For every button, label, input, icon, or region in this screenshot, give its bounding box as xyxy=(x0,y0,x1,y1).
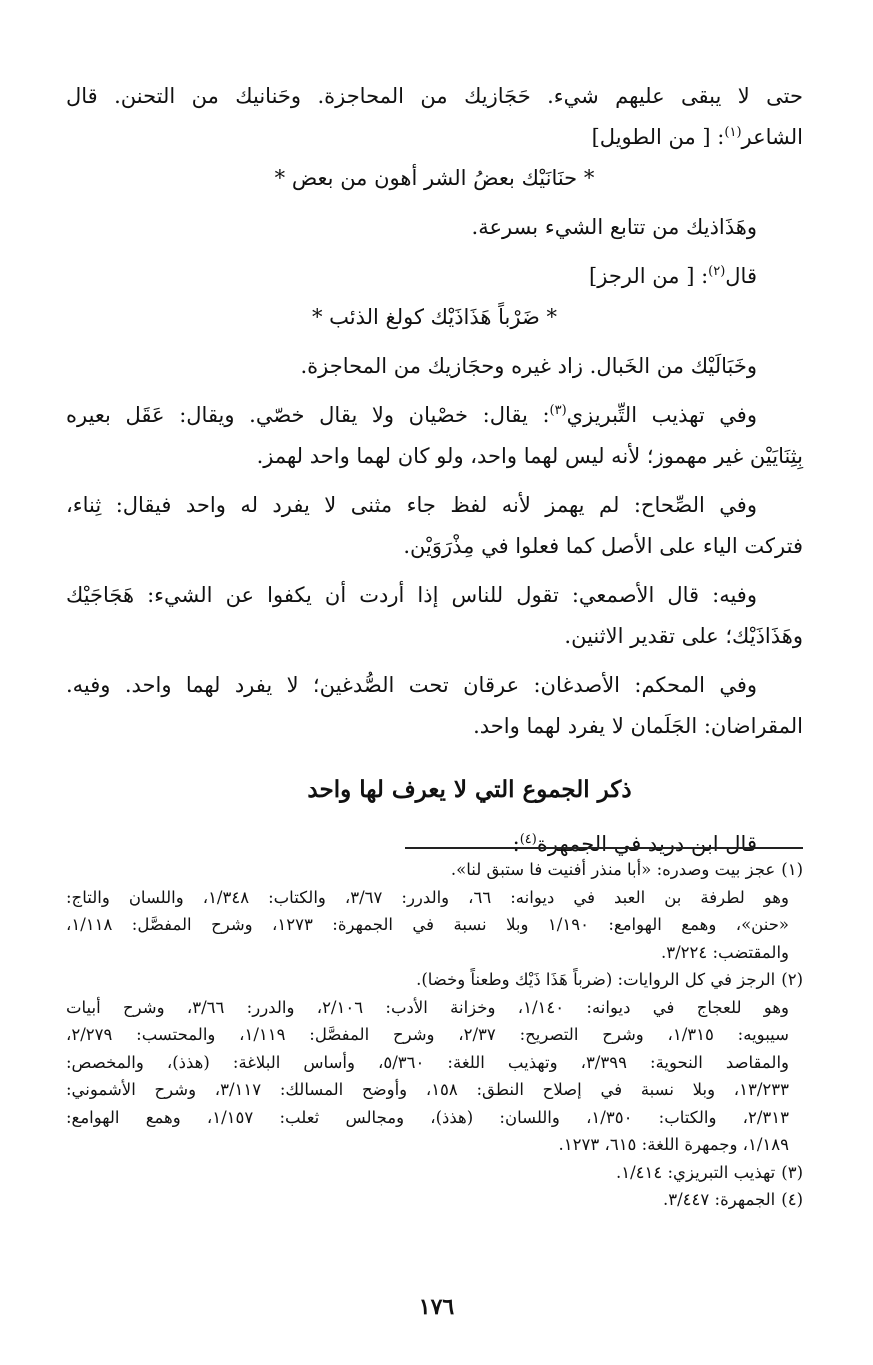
text-segment: وفي تهذيب التِّبريزي xyxy=(566,403,757,427)
footnote-line: والمقتضب: ٣/٢٢٤. xyxy=(660,942,789,962)
footnote-line: والمقاصد النحوية: ٣/٣٩٩، وتهذيب اللغة: ٥/٣٦٠، وأساس البلاغة: (هذذ)، والمخصص: xyxy=(66,1052,789,1072)
footnote-text: عجز بيت وصدره: «أبا منذر أفنيت فا ستبق لنا». xyxy=(450,860,776,879)
main-text xyxy=(66,76,803,865)
footnote xyxy=(66,1159,803,1187)
text-line xyxy=(66,117,803,158)
verse-line: * ضَرْباً هَذَاذَيْك كولغ الذئب * xyxy=(311,305,557,329)
footnote-line: ٢/٣١٣، والكتاب: ١/٣٥٠، واللسان: (هذذ)، ومجالس ثعلب: ١/١٥٧، وهمع الهوامع: xyxy=(66,1107,790,1127)
text-line: وفيه: قال الأصمعي: تقول للناس إذا أردت أن يكفوا عن الشيء: هَجَاجَيْك xyxy=(66,583,757,607)
text-line: بِثِنَايَيْن غير مهموز؛ لأنه ليس لهما واحد، ولو كان لهما واحد لهمز. xyxy=(256,444,803,468)
verse-line: * حنَانَيْك بعضُ الشر أهون من بعض * xyxy=(274,166,595,190)
text-line: وهَذَاذَيْك؛ على تقدير الاثنين. xyxy=(564,624,803,648)
footnote-text: الرجز في كل الروايات: (ضرباً هَذَا ذَيْك وطعناً وخضا). xyxy=(416,970,776,989)
text-line: المقراضان: الجَلَمان لا يفرد لهما واحد. xyxy=(473,714,803,738)
text-segment: الشاعر xyxy=(741,125,803,149)
footnote-line: ١٣/٢٣٣، وبلا نسبة في إصلاح النطق: ١٥٨، وأوضح المسالك: ٣/١١٧، وشرح الأشموني: xyxy=(66,1080,790,1099)
footnote-line: «حنن»، وهمع الهوامع: ١/١٩٠ وبلا نسبة في الجمهرة: ١٢٧٣، وشرح المفصَّل: ١/١١٨، xyxy=(66,915,789,934)
footnote-line: وهو للعجاج في ديوانه: ١/١٤٠، وخزانة الأدب: ٢/١٠٦، والدرر: ٣/٦٦، وشرح أبيات xyxy=(66,997,789,1017)
footnote-line xyxy=(66,856,803,884)
footnote-text: تهذيب التبريزي: ١/٤١٤. xyxy=(615,1162,776,1182)
text-line: وهَذَاذيك من تتابع الشيء بسرعة. xyxy=(471,215,757,239)
text-segment: : xyxy=(512,832,520,856)
footnote-text: الجمهرة: ٣/٤٤٧. xyxy=(663,1190,776,1209)
footnote-ref: (٢) xyxy=(708,264,726,279)
footnote-number: (٣) xyxy=(781,1162,803,1182)
page-number: ١٧٦ xyxy=(418,1294,455,1320)
text-segment: قال ابن دريد في الجمهرة xyxy=(536,832,757,856)
footnote-line xyxy=(66,1159,803,1187)
text-segment: : [ من الطويل] xyxy=(591,125,725,149)
text-line: حتى لا يبقى عليهم شيء. حَجَازيك من المحاجزة. وحَنانيك من التحنن. قال xyxy=(66,84,803,108)
footnotes xyxy=(66,856,803,1214)
footnote-number: (٢) xyxy=(781,970,803,989)
footnote-line: وهو لطرفة بن العبد في ديوانه: ٦٦، والدرر: ٣/٦٧، والكتاب: ١/٣٤٨، واللسان والتاج: xyxy=(66,887,789,907)
footnote-ref: (١) xyxy=(724,125,742,140)
footnote-line: ١/١٨٩، وجمهرة اللغة: ٦١٥، ١٢٧٣. xyxy=(558,1135,789,1154)
footnote-line: سيبويه: ١/٣١٥، وشرح التصريح: ٢/٣٧، وشرح المفصَّل: ١/١١٩، والمحتسب: ٢/٢٧٩، xyxy=(66,1025,789,1044)
section-heading: ذكر الجموع التي لا يعرف لها واحد xyxy=(307,776,632,803)
footnote-number: (٤) xyxy=(781,1190,803,1209)
footnote-line xyxy=(66,966,803,994)
text-line xyxy=(66,256,803,297)
footnote-line xyxy=(66,1186,803,1214)
text-line xyxy=(66,395,803,436)
footnote-number: (١) xyxy=(781,860,803,879)
footnote xyxy=(66,1186,803,1214)
footnote-ref: (٤) xyxy=(519,832,537,847)
text-line: فتركت الياء على الأصل كما فعلوا في مِذْرَوَيْن. xyxy=(403,534,803,558)
footnote-divider xyxy=(405,847,803,849)
text-segment: : يقال: خصْيان ولا يقال خصّي. ويقال: عَقَل بعيره xyxy=(66,403,550,427)
text-line: وخَبَالَيْك من الخَبال. زاد غيره وحجَازيك من المحاجزة. xyxy=(300,354,757,378)
text-segment: قال xyxy=(725,264,757,288)
text-line: وفي المحكم: الأصدغان: عرقان تحت الصُّدغين؛ لا يفرد لهما واحد. وفيه. xyxy=(66,673,757,697)
footnote xyxy=(66,856,803,966)
footnote xyxy=(66,966,803,1159)
text-segment: : [ من الرجز] xyxy=(589,264,709,288)
text-line: وفي الصِّحاح: لم يهمز لأنه لفظ جاء مثنى لا يفرد له واحد فيقال: ثِناء، xyxy=(66,493,757,517)
footnote-ref: (٣) xyxy=(549,403,567,418)
